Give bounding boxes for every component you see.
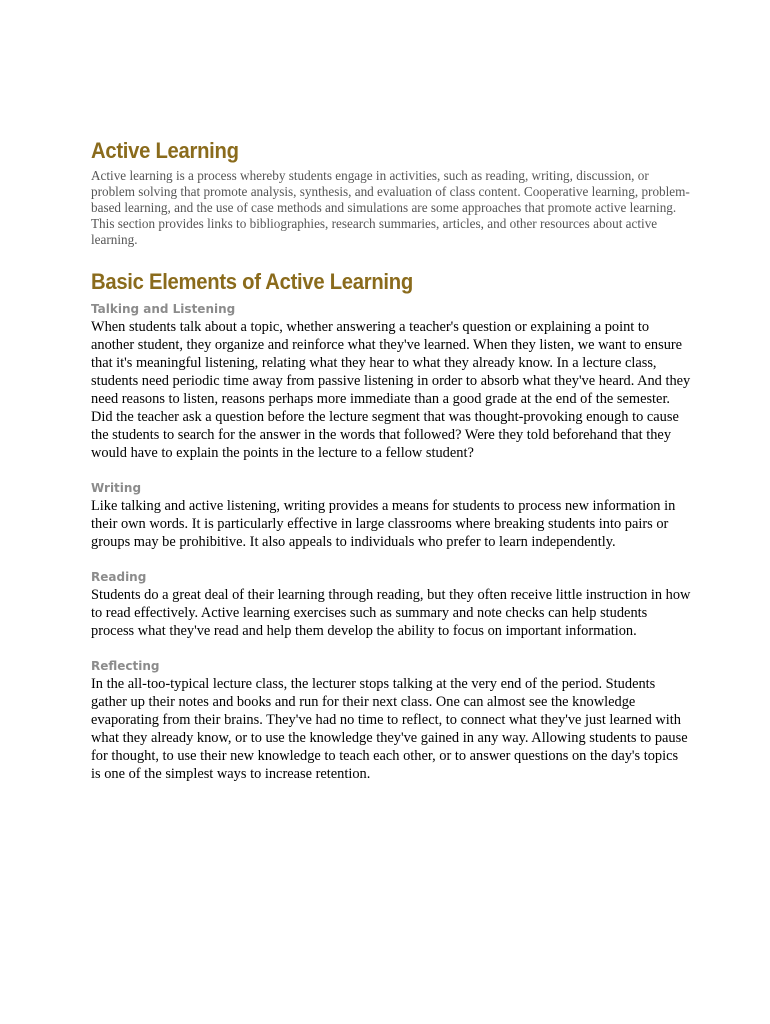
- subheading-writing: Writing: [91, 481, 142, 495]
- document-content: [91, 136, 691, 801]
- section-reading: [91, 569, 691, 640]
- paragraph-writing: Like talking and active listening, writing provides a means for students to process new information in their own words. It is particularly effective in large classrooms where breaking students into pairs or groups may be prohibitive. It also appeals to individuals who prefer to learn independently.: [91, 498, 676, 550]
- paragraph-reflecting: In the all-too-typical lecture class, the lecturer stops talking at the very end of the period. Students gather up their notes and books and run for their next class. One can almost see the knowledge evaporating from their brains. They've had no time to reflect, to connect what they've just learned with what they already know, or to use the knowledge they've gained in any way. Allowing students to pause for thought, to use their new knowledge to teach each other, or to answer questions on the day's topics is one of the simplest ways to increase retention.: [91, 676, 688, 782]
- section-reflecting: [91, 658, 691, 783]
- section-talking-listening: [91, 301, 691, 462]
- section-title: Basic Elements of Active Learning: [91, 269, 413, 294]
- subheading-reading: Reading: [91, 570, 147, 584]
- section-writing: [91, 480, 691, 551]
- subheading-reflecting: Reflecting: [91, 659, 160, 673]
- paragraph-reading: Students do a great deal of their learning through reading, but they often receive little instruction in how to read effectively. Active learning exercises such as summary and note checks can help students process what they've read and help them develop the ability to focus on important information.: [91, 587, 691, 639]
- subheading-talking-listening: Talking and Listening: [91, 302, 236, 316]
- paragraph-talking-listening: When students talk about a topic, whether answering a teacher's question or explaining a point to another student, they organize and reinforce what they've learned. When they listen, we want to ensure that it's meaningful listening, relating what they hear to what they already know. In a lecture class, students need periodic time away from passive listening in order to absorb what they've heard. And they need reasons to listen, reasons perhaps more immediate than a good grade at the end of the semester. Did the teacher ask a question before the lecture segment that was thought-provoking enough to cause the students to search for the answer in the words that followed? Were they told beforehand that they would have to explain the points in the lecture to a fellow student?: [91, 319, 691, 461]
- intro-paragraph: Active learning is a process whereby students engage in activities, such as reading, writing, discussion, or problem solving that promote analysis, synthesis, and evaluation of class content. Cooperative learning, problem-based learning, and the use of case methods and simulations are some approaches that promote active learning. This section provides links to bibliographies, research summaries, articles, and other resources about active learning.: [91, 168, 690, 247]
- page-title: Active Learning: [91, 138, 239, 163]
